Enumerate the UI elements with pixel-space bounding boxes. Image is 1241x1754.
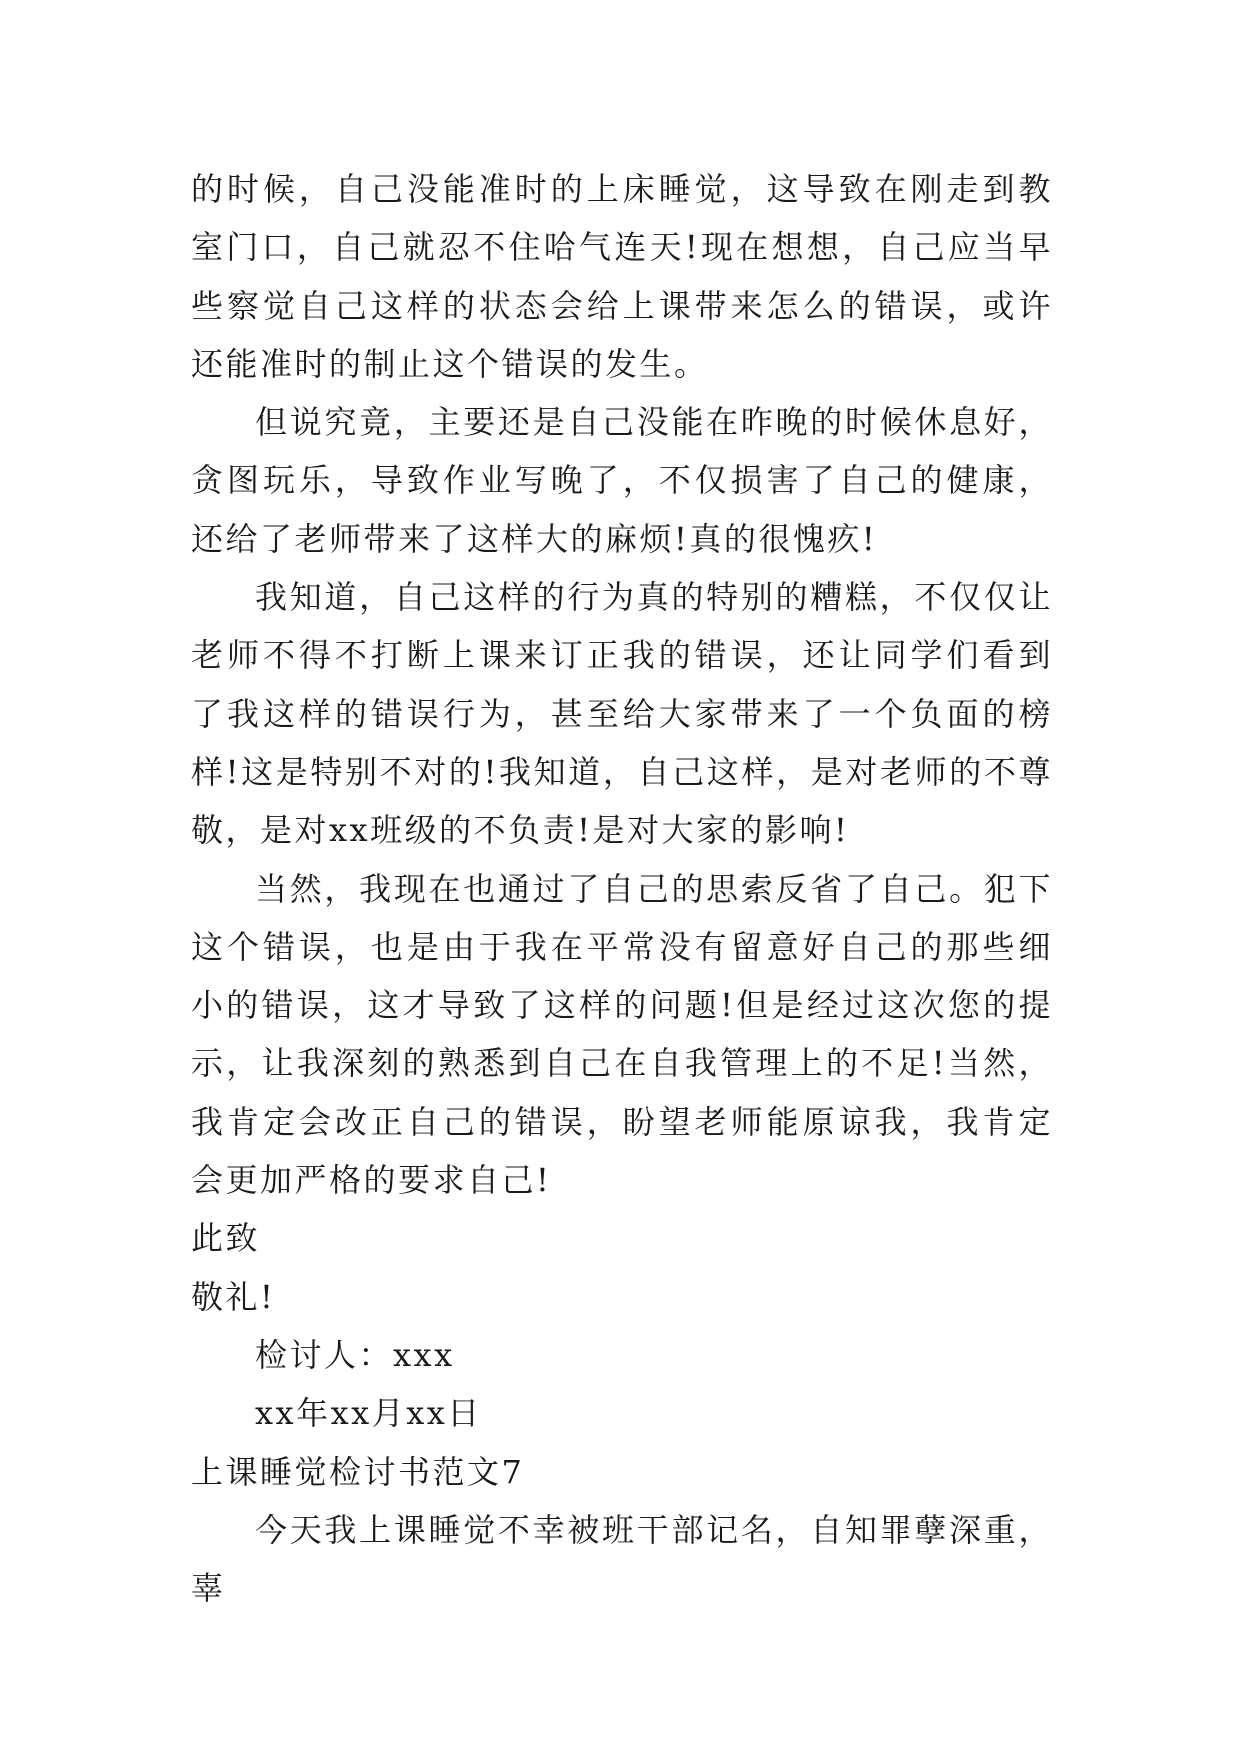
closing-line-2: 敬礼! bbox=[191, 1277, 276, 1316]
paragraph-3: 我知道，自己这样的行为真的特别的糟糕，不仅仅让老师不得不打断上课来订正我的错误，还让同学们看到了我这样的错误行为，甚至给大家带来了一个负面的榜样!这是特别不对的!我知道，自己这样，是对老师的不尊敬，是对xx班级的不负责!是对大家的影响! bbox=[191, 578, 1053, 850]
next-section-title: 上课睡觉检讨书范文7 bbox=[191, 1452, 525, 1491]
paragraph-4: 当然，我现在也通过了自己的思索反省了自己。犯下这个错误，也是由于我在平常没有留意好自己的那些细小的错误，这才导致了这样的问题!但是经过这次您的提示，让我深刻的熟悉到自己在自我管理上的不足!当然，我肯定会改正自己的错误，盼望老师能原谅我，我肯定会更加严格的要求自己! bbox=[191, 869, 1053, 1200]
closing-line-1: 此致 bbox=[191, 1219, 261, 1258]
document-body bbox=[191, 160, 1053, 1617]
next-section-paragraph: 今天我上课睡觉不幸被班干部记名，自知罪孽深重，辜 bbox=[191, 1510, 1053, 1608]
signature-author: 检讨人：xxx bbox=[255, 1335, 455, 1374]
paragraph-1: 的时候，自己没能准时的上床睡觉，这导致在刚走到教室门口，自己就忍不住哈气连天!现在想想，自己应当早些察觉自己这样的状态会给上课带来怎么的错误，或许还能准时的制止这个错误的发生。 bbox=[191, 170, 1053, 383]
paragraph-2: 但说究竟，主要还是自己没能在昨晚的时候休息好，贪图玩乐，导致作业写晚了，不仅损害了自己的健康，还给了老师带来了这样大的麻烦!真的很愧疚! bbox=[191, 403, 1053, 558]
signature-date: xx年xx月xx日 bbox=[255, 1394, 482, 1433]
